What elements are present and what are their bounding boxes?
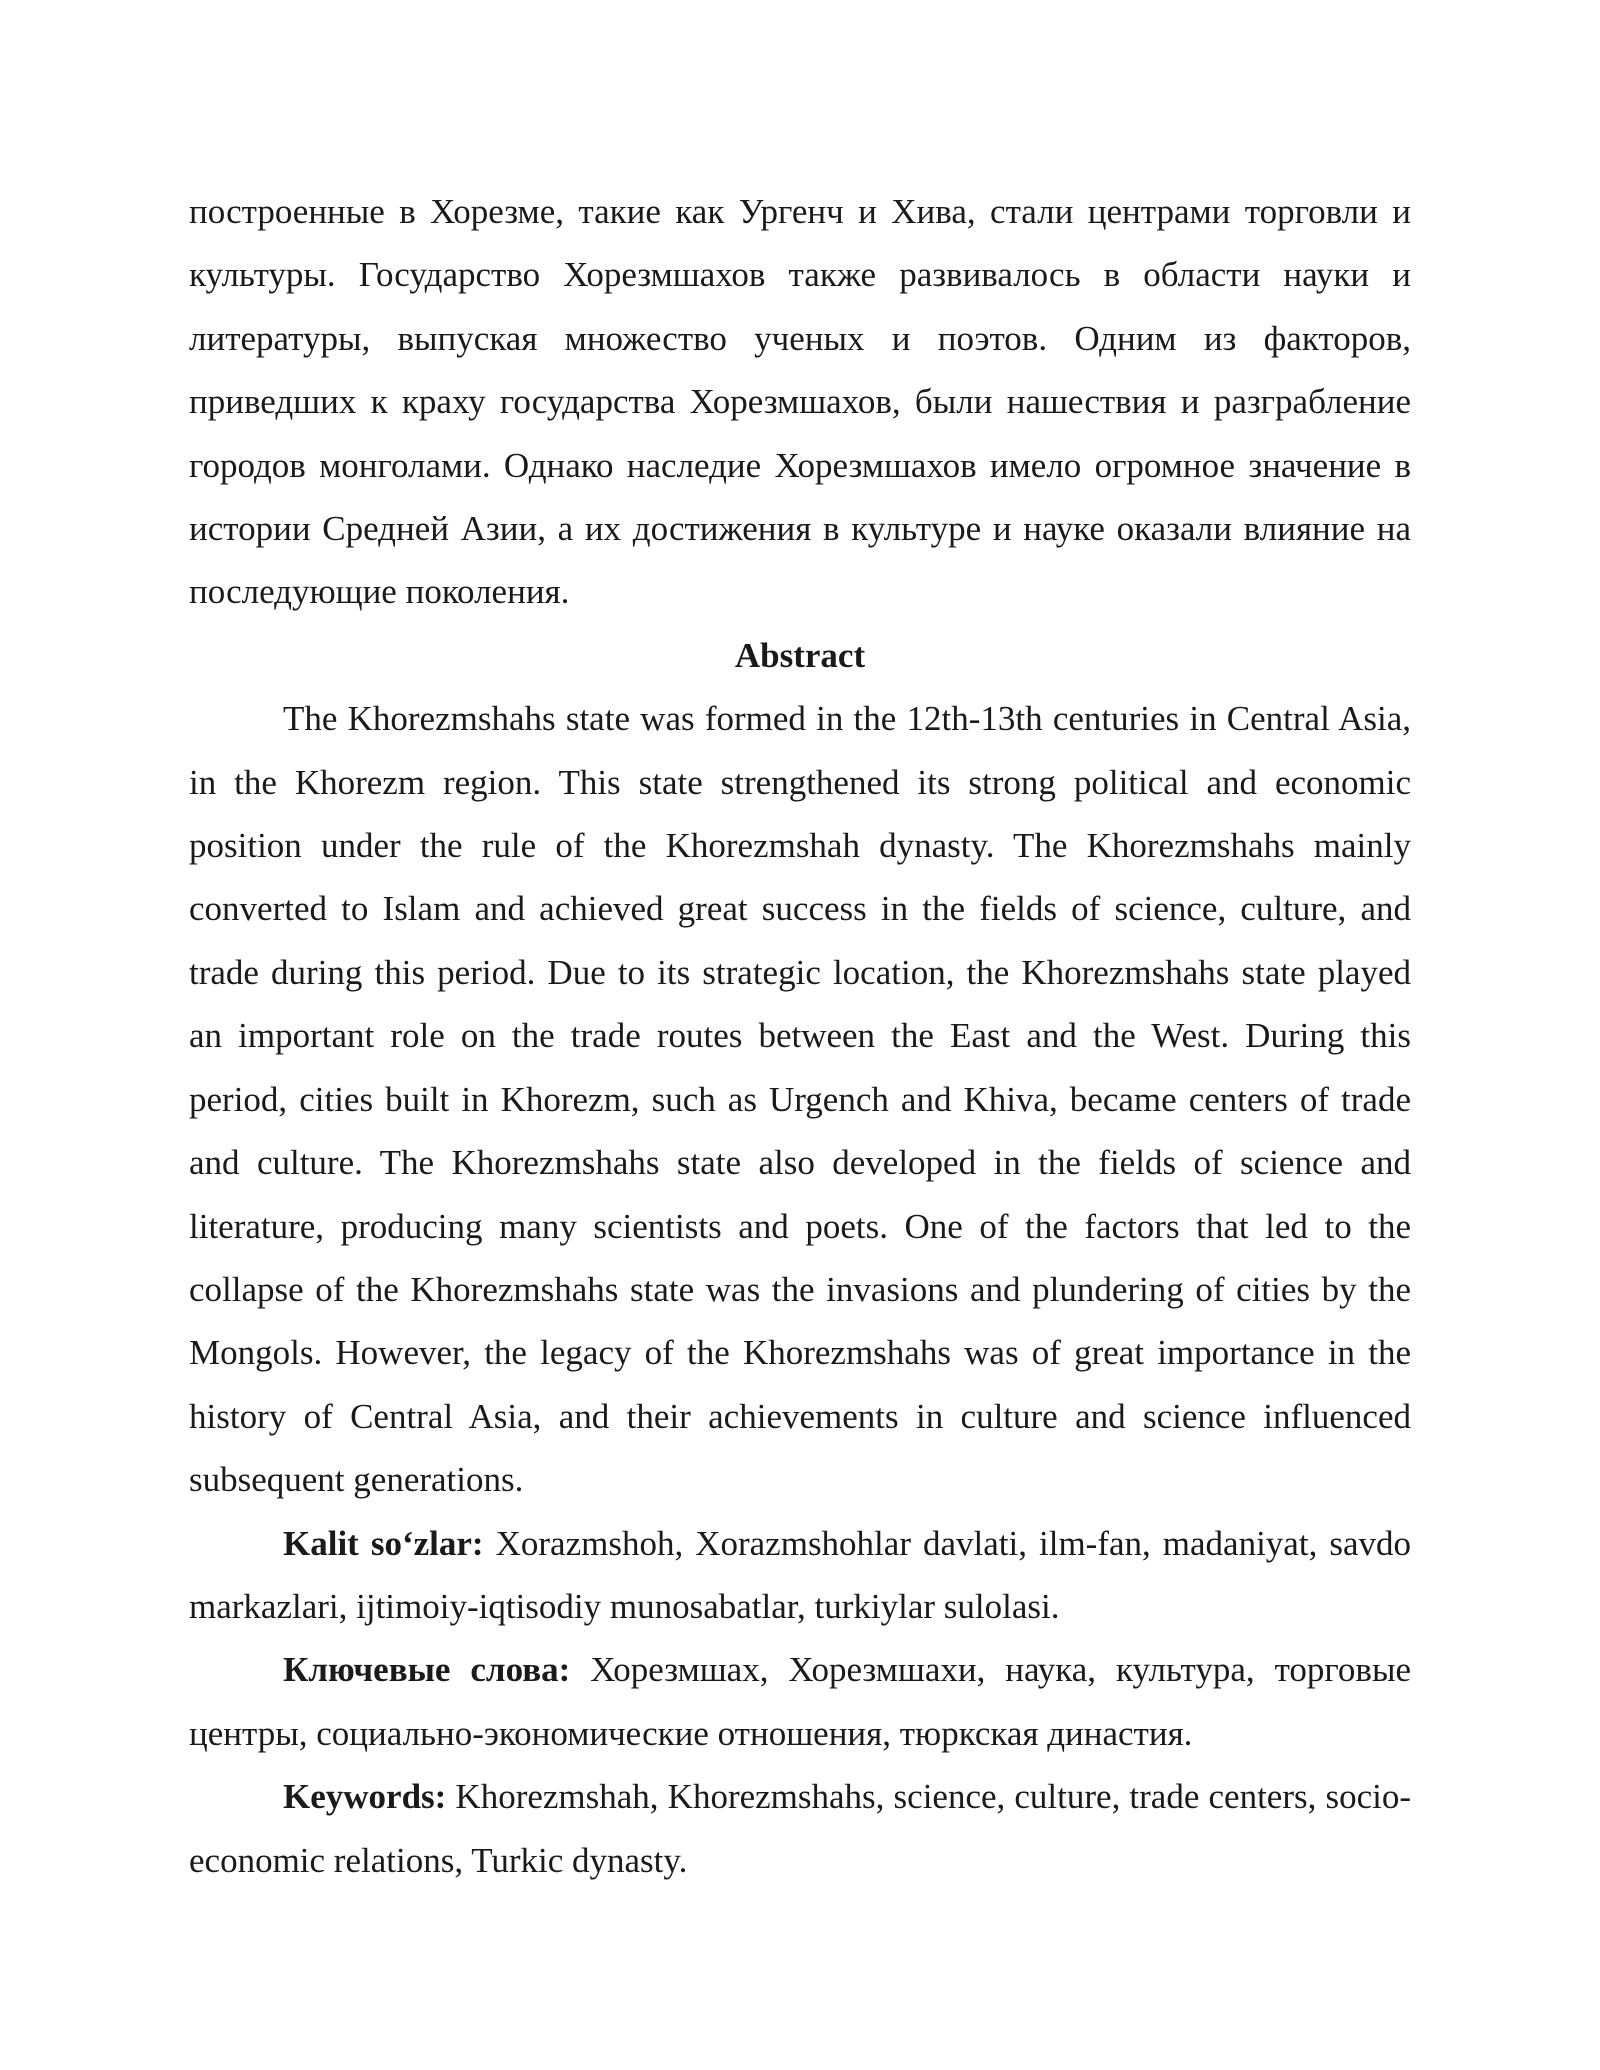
keywords-english-text: Khorezmshah, Khorezmshahs, science, culture, trade centers, socio-economic relations, Turkic dynasty. — [189, 1777, 1411, 1880]
keywords-uzbek — [189, 1512, 1411, 1639]
keywords-russian — [189, 1638, 1411, 1765]
keywords-uzbek-text: Xorazmshoh, Xorazmshohlar davlati, ilm-fan, madaniyat, savdo markazlari, ijtimoiy-iqtisodiy munosabatlar, turkiylar sulolasi. — [189, 1523, 1411, 1626]
keywords-russian-text: Хорезмшах, Хорезмшахи, наука, культура, торговые центры, социально-экономические отношения, тюркская династия. — [189, 1650, 1411, 1753]
keywords-uzbek-label: Kalit so‘zlar: — [283, 1523, 484, 1563]
keywords-russian-label: Ключевые слова: — [283, 1650, 571, 1690]
abstract-heading: Abstract — [734, 635, 866, 675]
russian-abstract-continuation: построенные в Хорезме, такие как Ургенч и Хива, стали центрами торговли и культуры. Государство Хорезмшахов также развивалось в области науки и литературы, выпуская множество ученых и поэтов. Одним из факторов, приведших к краху государства Хорезмшахов, были нашествия и разграбление городов монголами. Однако наследие Хорезмшахов имело огромное значение в истории Средней Азии, а их достижения в культуре и науке оказали влияние на последующие поколения. — [189, 192, 1411, 612]
keywords-english — [189, 1765, 1411, 1892]
abstract-text: The Khorezmshahs state was formed in the 12th-13th centuries in Central Asia, in the Khorezm region. This state strengthened its strong political and economic position under the rule of the Khorezmshah dynasty. The Khorezmshahs mainly converted to Islam and achieved great success in the fields of science, culture, and trade during this period. Due to its strategic location, the Khorezmshahs state played an important role on the trade routes between the East and the West. During this period, cities built in Khorezm, such as Urgench and Khiva, became centers of trade and culture. The Khorezmshahs state also developed in the fields of science and literature, producing many scientists and poets. One of the factors that led to the collapse of the Khorezmshahs state was the invasions and plundering of cities by the Mongols. However, the legacy of the Khorezmshahs was of great importance in the history of Central Asia, and their achievements in culture and science influenced subsequent generations. — [189, 699, 1411, 1500]
keywords-english-label: Keywords: — [283, 1777, 447, 1817]
document-page — [189, 180, 1411, 1892]
